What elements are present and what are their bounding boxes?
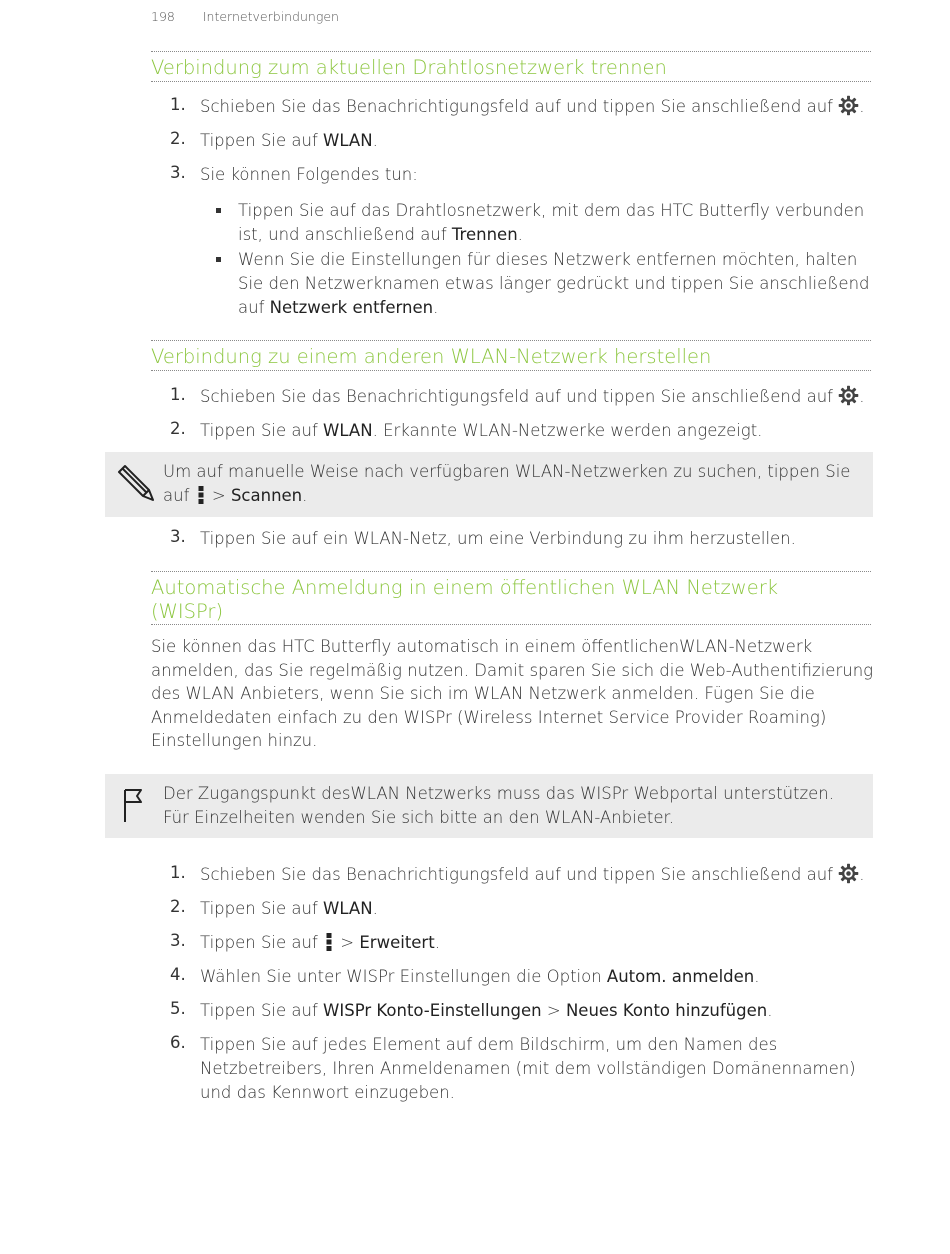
section-title-wispr: Automatische Anmeldung in einem öffentlichen WLAN Netzwerk (WISPr) — [151, 571, 871, 625]
bullet-marker — [216, 208, 221, 213]
pencil-icon — [115, 462, 155, 502]
page-header — [151, 9, 339, 24]
gear-icon — [838, 863, 859, 884]
bullet-marker — [216, 257, 221, 262]
important-note: Der Zugangspunkt desWLAN Netzwerks muss das WISPr Webportal unterstützen. Für Einzelheiten wenden Sie sich bitte an den WLAN-Anbieter. — [105, 774, 873, 838]
chapter-title: Internetverbindungen — [202, 9, 339, 24]
gear-icon — [838, 385, 859, 406]
wispr-description: Sie können das HTC Butterfly automatisch in einem öffentlichenWLAN-Netzwerk anmelden, das Sie regelmäßig nutzen. Damit sparen Sie sich die Web-Authentifizierung des WLAN Anbieters, wenn Sie sich im WLAN Netzwerk anmelden. Fügen Sie die Anmeldedaten einfach zu den WISPr (Wireless Internet Service Provider Roaming) Einstellungen hinzu. — [151, 637, 874, 750]
vertical-dots-icon — [326, 933, 332, 951]
gear-icon — [838, 95, 859, 116]
section-title-disconnect: Verbindung zum aktuellen Drahtlosnetzwerk trennen — [151, 51, 871, 82]
section-title-connect-other: Verbindung zu einem anderen WLAN-Netzwerk herstellen — [151, 340, 871, 371]
tip-note: Um auf manuelle Weise nach verfügbaren WLAN-Netzwerken zu suchen, tippen Sie auf > Scannen. — [105, 452, 873, 517]
vertical-dots-icon — [198, 486, 204, 504]
page-number: 198 — [151, 9, 175, 24]
flag-icon — [119, 786, 159, 826]
